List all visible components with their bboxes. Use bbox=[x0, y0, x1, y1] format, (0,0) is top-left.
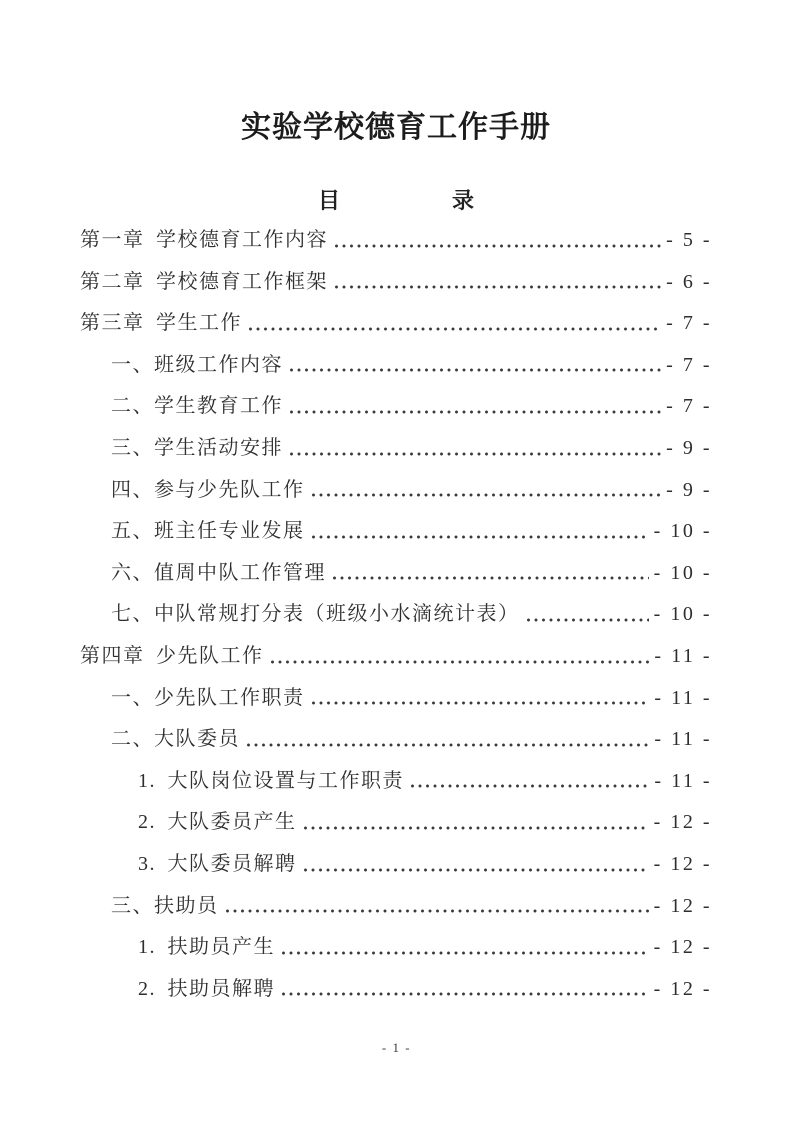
toc-entry-page-number: - 6 - bbox=[666, 270, 712, 293]
page-content bbox=[0, 106, 793, 1010]
toc-entry-label: 1. 大队岗位设置与工作职责 bbox=[138, 769, 404, 792]
dot-leader bbox=[411, 783, 649, 789]
toc-entry-label: 第四章 少先队工作 bbox=[80, 644, 264, 667]
dot-leader bbox=[304, 867, 649, 873]
toc-entry-page-number: - 11 - bbox=[654, 686, 712, 709]
toc-entry-page-number: - 11 - bbox=[654, 728, 712, 751]
dot-leader bbox=[282, 950, 649, 956]
toc-entry-row[interactable] bbox=[80, 594, 712, 636]
toc-entry-row[interactable] bbox=[80, 428, 712, 470]
dot-leader bbox=[527, 617, 649, 623]
toc-heading bbox=[80, 186, 712, 216]
dot-leader bbox=[312, 492, 662, 498]
toc-entry-page-number: - 10 - bbox=[653, 603, 712, 626]
toc-list bbox=[80, 220, 712, 1010]
dot-leader bbox=[333, 575, 649, 581]
toc-entry-page-number: - 12 - bbox=[653, 936, 712, 959]
toc-heading-char-left: 目 bbox=[317, 188, 340, 213]
toc-entry-label: 第一章 学校德育工作内容 bbox=[80, 229, 328, 251]
toc-entry-row[interactable] bbox=[80, 678, 712, 720]
toc-entry-row[interactable] bbox=[80, 345, 712, 387]
dot-leader bbox=[290, 367, 661, 373]
toc-entry-label: 2. 扶助员解聘 bbox=[138, 977, 275, 1000]
dot-leader bbox=[335, 243, 661, 249]
dot-leader bbox=[304, 825, 649, 831]
toc-entry-row[interactable] bbox=[80, 303, 712, 345]
dot-leader bbox=[226, 908, 649, 914]
dot-leader bbox=[312, 700, 650, 706]
toc-entry-page-number: - 9 - bbox=[666, 478, 712, 501]
toc-entry-label: 六、值周中队工作管理 bbox=[111, 561, 326, 584]
toc-entry-row[interactable] bbox=[80, 262, 712, 304]
toc-entry-page-number: - 12 - bbox=[653, 852, 712, 875]
dot-leader bbox=[335, 284, 661, 290]
toc-entry-label: 3. 大队委员解聘 bbox=[138, 852, 297, 875]
toc-entry-page-number: - 10 - bbox=[653, 561, 712, 584]
toc-entry-row[interactable] bbox=[80, 470, 712, 512]
toc-entry-page-number: - 7 - bbox=[666, 395, 712, 418]
toc-entry-label: 二、学生教育工作 bbox=[111, 395, 283, 418]
toc-entry-row[interactable] bbox=[80, 886, 712, 928]
toc-entry-page-number: - 12 - bbox=[653, 811, 712, 834]
document-title: 实验学校德育工作手册 bbox=[241, 111, 551, 144]
toc-entry-label: 一、班级工作内容 bbox=[111, 353, 283, 376]
toc-entry-label: 1. 扶助员产生 bbox=[138, 936, 275, 959]
toc-entry-label: 第三章 学生工作 bbox=[80, 312, 242, 335]
toc-entry-row[interactable] bbox=[80, 802, 712, 844]
toc-entry-label: 二、大队委员 bbox=[111, 728, 240, 751]
page-number-footer: - 1 - bbox=[381, 1040, 412, 1055]
toc-entry-page-number: - 9 - bbox=[666, 436, 712, 459]
toc-entry-label: 五、班主任专业发展 bbox=[111, 520, 305, 543]
toc-entry-row[interactable] bbox=[80, 761, 712, 803]
toc-entry-row[interactable] bbox=[80, 553, 712, 595]
toc-entry-row[interactable] bbox=[80, 969, 712, 1011]
toc-entry-label: 三、学生活动安排 bbox=[111, 436, 283, 459]
toc-entry-page-number: - 10 - bbox=[653, 520, 712, 543]
dot-leader bbox=[271, 659, 650, 665]
toc-entry-page-number: - 5 - bbox=[666, 229, 712, 251]
toc-entry-label: 四、参与少先队工作 bbox=[111, 478, 305, 501]
toc-entry-page-number: - 11 - bbox=[654, 644, 712, 667]
toc-entry-page-number: - 11 - bbox=[654, 769, 712, 792]
toc-entry-row[interactable] bbox=[80, 719, 712, 761]
dot-leader bbox=[290, 451, 661, 457]
toc-entry-label: 一、少先队工作职责 bbox=[111, 686, 305, 709]
toc-entry-label: 七、中队常规打分表（班级小水滴统计表） bbox=[111, 603, 520, 626]
dot-leader bbox=[282, 991, 649, 997]
toc-heading-char-right: 录 bbox=[452, 188, 475, 213]
toc-entry-row[interactable] bbox=[80, 636, 712, 678]
toc-entry-label: 第二章 学校德育工作框架 bbox=[80, 270, 328, 293]
dot-leader bbox=[312, 534, 649, 540]
toc-entry-page-number: - 12 - bbox=[653, 977, 712, 1000]
toc-entry-row[interactable] bbox=[80, 844, 712, 886]
toc-entry-row[interactable] bbox=[80, 386, 712, 428]
toc-entry-page-number: - 7 - bbox=[666, 312, 712, 335]
toc-entry-page-number: - 12 - bbox=[653, 894, 712, 917]
toc-entry-row[interactable] bbox=[80, 511, 712, 553]
toc-entry-page-number: - 7 - bbox=[666, 353, 712, 376]
toc-entry-label: 三、扶助员 bbox=[111, 894, 219, 917]
dot-leader bbox=[247, 742, 649, 748]
toc-entry-label: 2. 大队委员产生 bbox=[138, 811, 297, 834]
dot-leader bbox=[249, 326, 661, 332]
toc-entry-row[interactable] bbox=[80, 220, 712, 262]
toc-entry-row[interactable] bbox=[80, 927, 712, 969]
dot-leader bbox=[290, 409, 661, 415]
